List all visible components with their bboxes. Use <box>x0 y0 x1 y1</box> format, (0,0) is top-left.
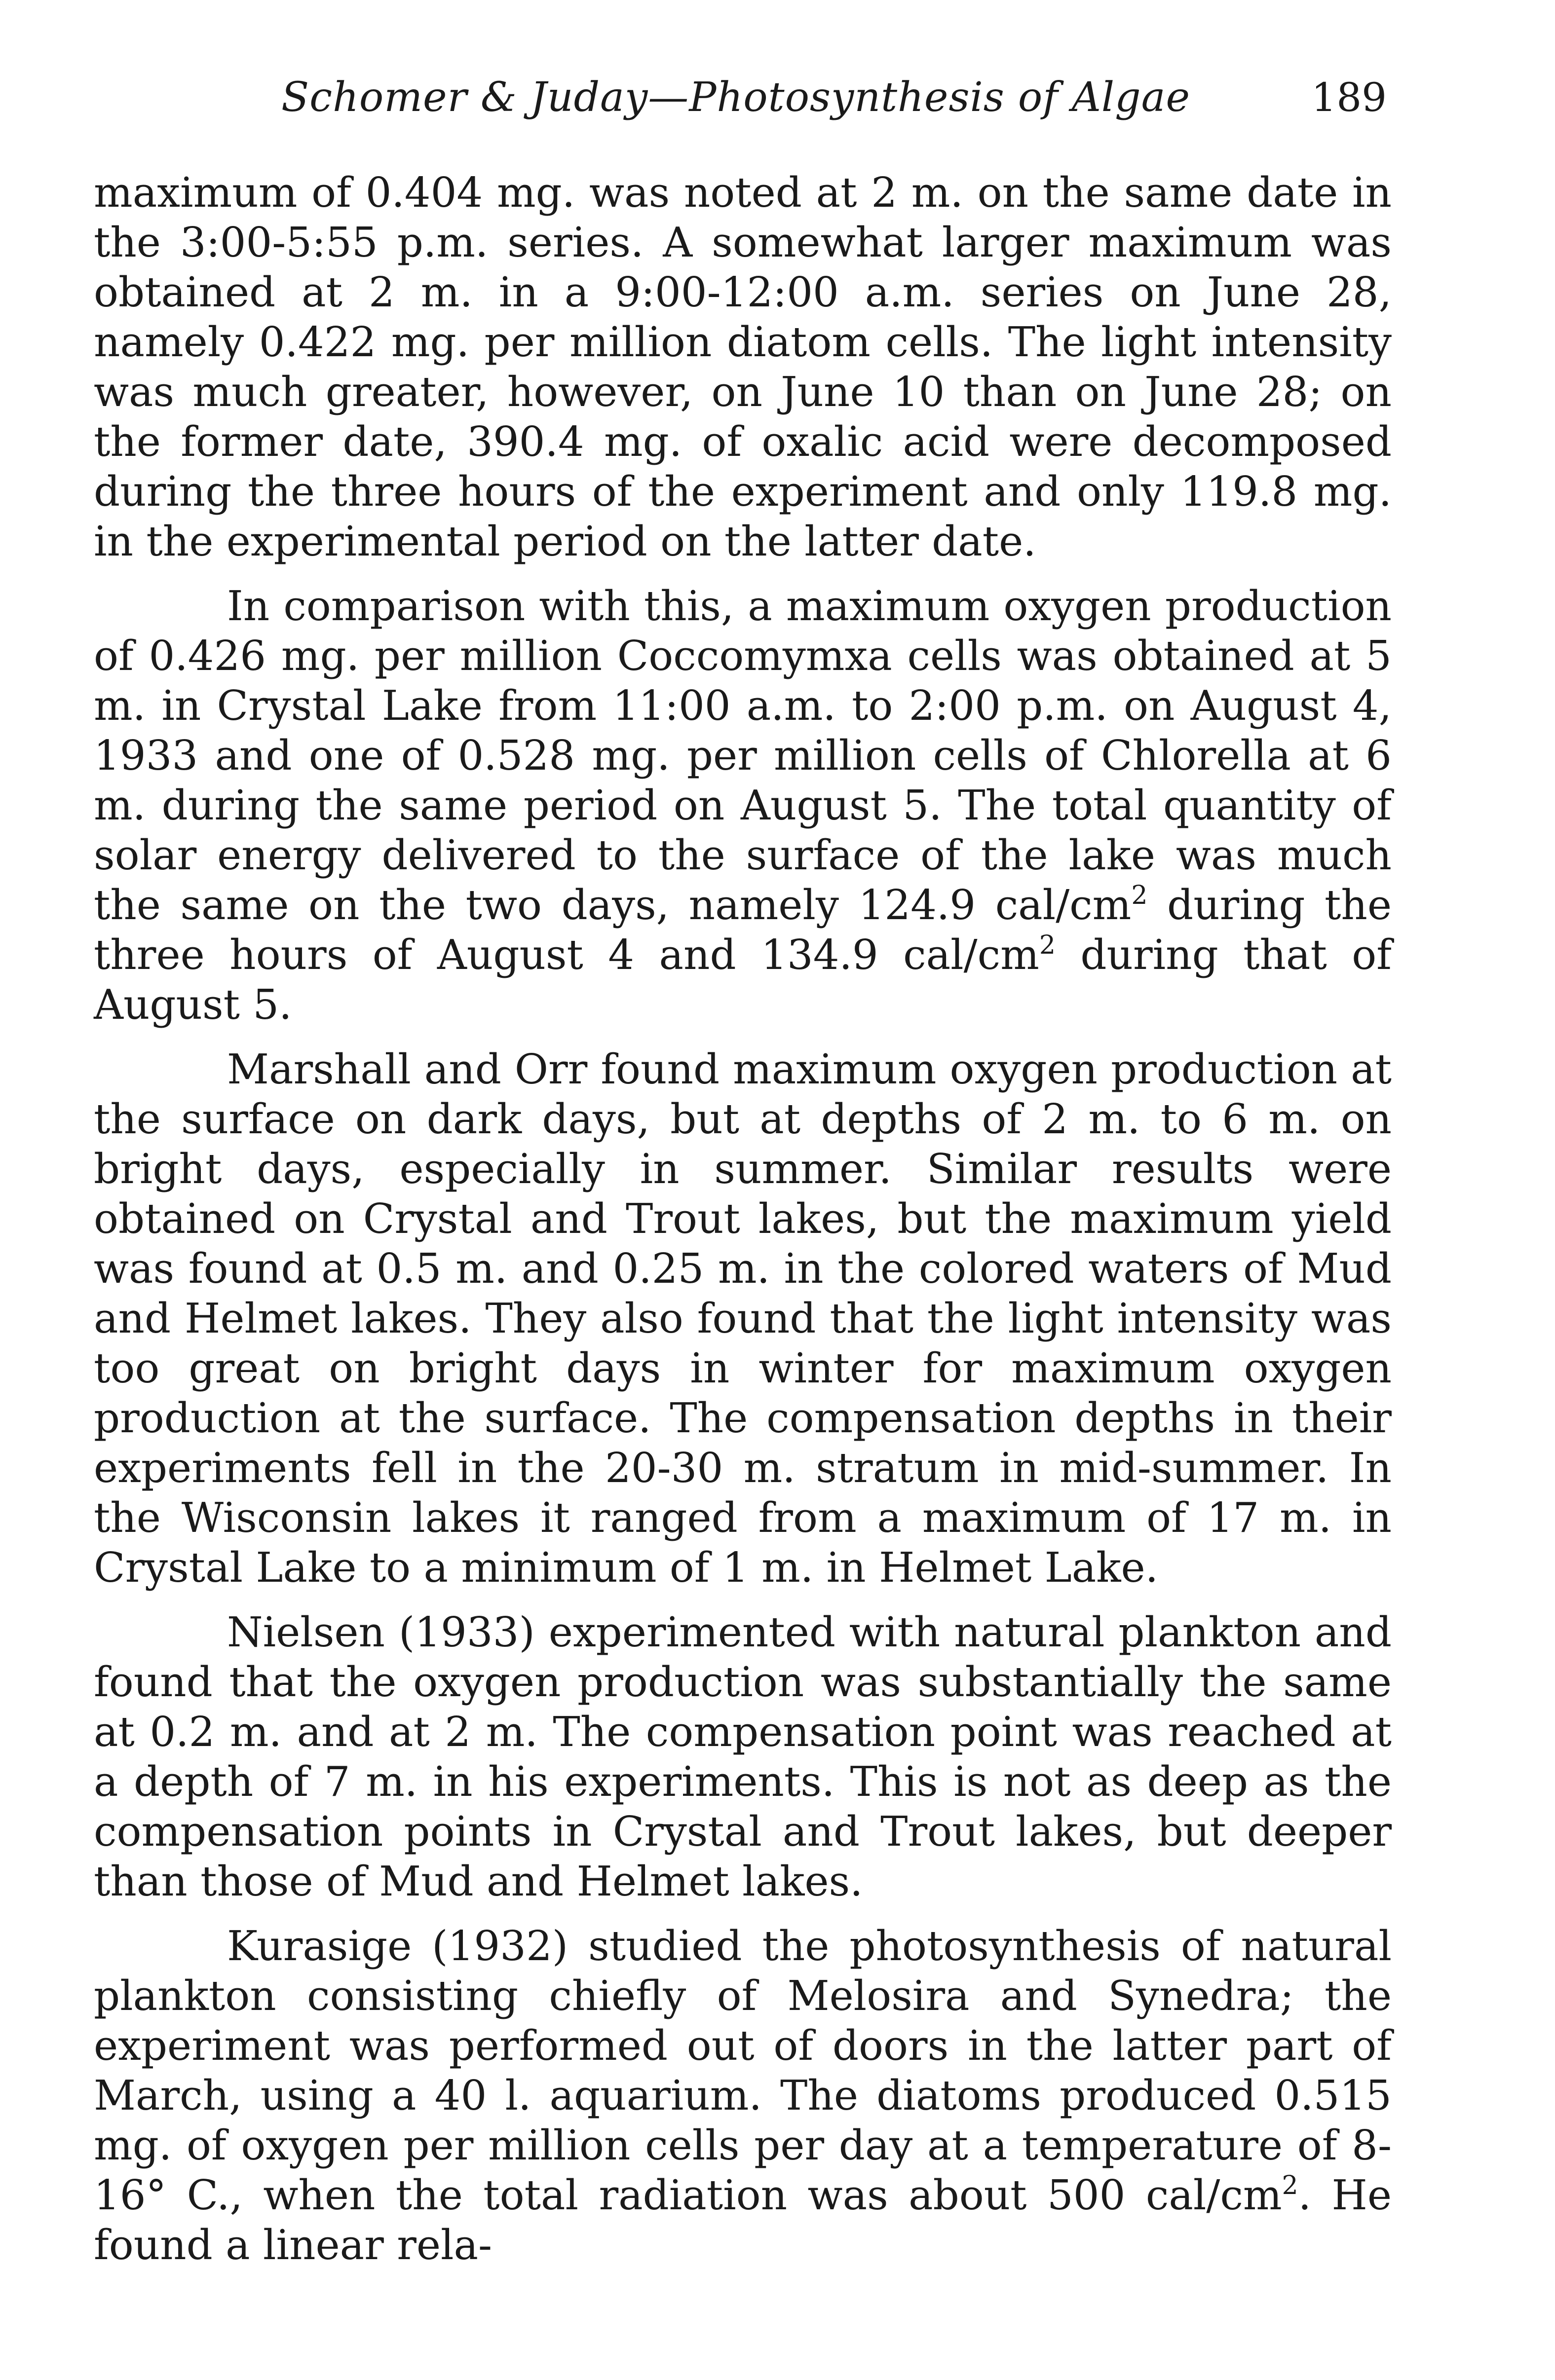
paragraph-1 <box>94 168 1392 566</box>
paragraph-5 <box>94 1921 1392 2270</box>
paragraph-3 <box>94 1044 1392 1593</box>
paragraph-2 <box>94 581 1392 1030</box>
paragraph-text: In comparison with this, a maximum oxygen production of 0.426 mg. per million Coccomymxa cells was obtained at 5 m. in Crystal Lake from 11:00 a.m. to 2:00 p.m. on August 4, 1933 and one of 0.528 mg. per million cells of Chlorella at 6 m. during the same period on August 5. The total quantity of solar energy delivered to the surface of the lake was much the same on the two days, namely 124.9 cal/cm <box>94 582 1392 929</box>
paragraph-text: during the three hours of August 4 and 134.9 cal/cm <box>94 881 1392 979</box>
paragraph-text: maximum of 0.404 mg. was noted at 2 m. on the same date in the 3:00-5:55 p.m. series. A somewhat larger maximum was obtained at 2 m. in a 9:00-12:00 a.m. series on June 28, namely 0.422 mg. per million diatom cells. The light intensity was much greater, however, on June 10 than on June 28; on the former date, 390.4 mg. of oxalic acid were decomposed during the three hours of the experiment and only 119.8 mg. in the experimental period on the latter date. <box>94 169 1392 565</box>
paragraph-text: Kurasige (1932) studied the photosynthesis of natural plankton consisting chiefly of Melosira and Synedra; the experiment was performed out of doors in the latter part of March, using a 40 l. aquarium. The diatoms produced 0.515 mg. of oxygen per million cells per day at a temperature of 8-16° C., when the total radiation was about 500 cal/cm <box>94 1922 1392 2219</box>
superscript: 2 <box>1282 2170 1298 2200</box>
page-number: 189 <box>1311 74 1387 120</box>
running-title: Schomer & Juday—Photosynthesis of Algae <box>281 74 1191 121</box>
superscript: 2 <box>1039 930 1056 960</box>
body-text <box>94 168 1392 2329</box>
paragraph-text: Nielsen (1933) experimented with natural plankton and found that the oxygen production was substantially the same at 0.2 m. and at 2 m. The compensation point was reached at a depth of 7 m. in his experiments. This is not as deep as the compensation points in Crystal and Trout lakes, but deeper than those of Mud and Helmet lakes. <box>94 1608 1392 1905</box>
superscript: 2 <box>1131 880 1148 910</box>
paragraph-text: . He found a linear rela- <box>94 2171 1392 2269</box>
paragraph-text: Marshall and Orr found maximum oxygen production at the surface on dark days, but at depths of 2 m. to 6 m. on bright days, especially in summer. Similar results were obtained on Crystal and Trout lakes, but the maximum yield was found at 0.5 m. and 0.25 m. in the colored waters of Mud and Helmet lakes. They also found that the light intensity was too great on bright days in winter for maximum oxygen production at the surface. The compensation depths in their experiments fell in the 20-30 m. stratum in mid-summer. In the Wisconsin lakes it ranged from a maximum of 17 m. in Crystal Lake to a minimum of 1 m. in Helmet Lake. <box>94 1045 1392 1592</box>
paragraph-4 <box>94 1607 1392 1906</box>
paragraph-text: during that of August 5. <box>94 931 1392 1029</box>
running-head <box>281 74 1387 143</box>
